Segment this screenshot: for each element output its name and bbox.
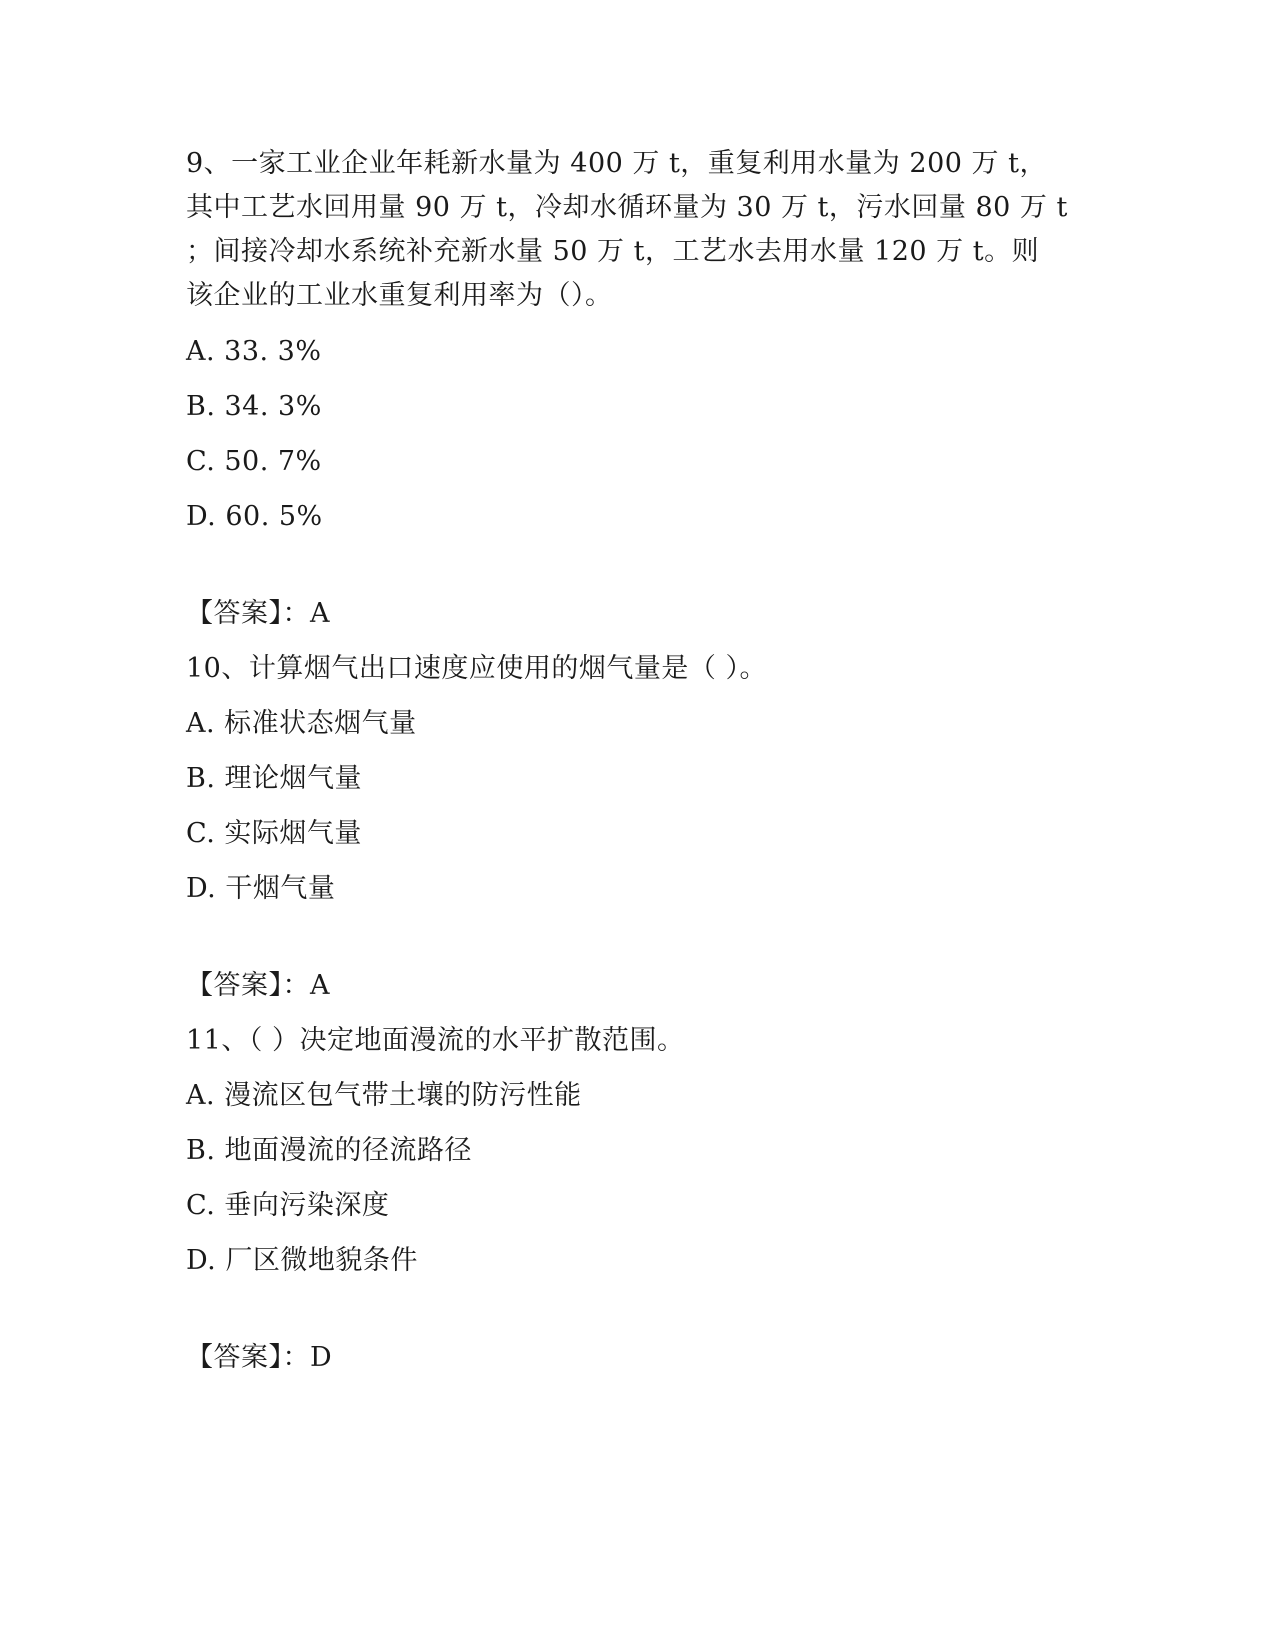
question-10-option-a: A. 标准状态烟气量 — [186, 708, 417, 739]
question-9-option-d: D. 60. 5% — [186, 501, 323, 532]
question-11-option-b: B. 地面漫流的径流路径 — [186, 1135, 473, 1166]
question-9-stem-line-4: 该企业的工业水重复利用率为（）。 — [186, 280, 613, 311]
question-9-option-c: C. 50. 7% — [186, 446, 322, 477]
question-9-option-b: B. 34. 3% — [186, 391, 322, 422]
question-10-option-d: D. 干烟气量 — [186, 873, 336, 904]
question-11-answer: 【答案】：D — [186, 1342, 333, 1373]
question-11-option-d: D. 厂区微地貌条件 — [186, 1245, 418, 1276]
question-9-answer: 【答案】：A — [186, 598, 330, 629]
question-11-option-a: A. 漫流区包气带土壤的防污性能 — [186, 1080, 582, 1111]
question-11-stem-line-1: 11、（ ）决定地面漫流的水平扩散范围。 — [186, 1025, 685, 1056]
question-9-stem-line-1: 9、一家工业企业年耗新水量为 400 万 t，重复利用水量为 200 万 t， — [186, 148, 1047, 179]
question-11-option-c: C. 垂向污染深度 — [186, 1190, 390, 1221]
question-10-option-c: C. 实际烟气量 — [186, 818, 362, 849]
question-9-stem-line-2: 其中工艺水回用量 90 万 t，冷却水循环量为 30 万 t，污水回量 80 万 t — [186, 192, 1068, 223]
question-9-stem-line-3: ；间接冷却水系统补充新水量 50 万 t，工艺水去用水量 120 万 t。则 — [186, 236, 1040, 267]
question-10-stem-line-1: 10、计算烟气出口速度应使用的烟气量是（ ）。 — [186, 653, 767, 684]
question-10-option-b: B. 理论烟气量 — [186, 763, 363, 794]
question-10-answer: 【答案】：A — [186, 970, 330, 1001]
question-9-option-a: A. 33. 3% — [186, 336, 322, 367]
